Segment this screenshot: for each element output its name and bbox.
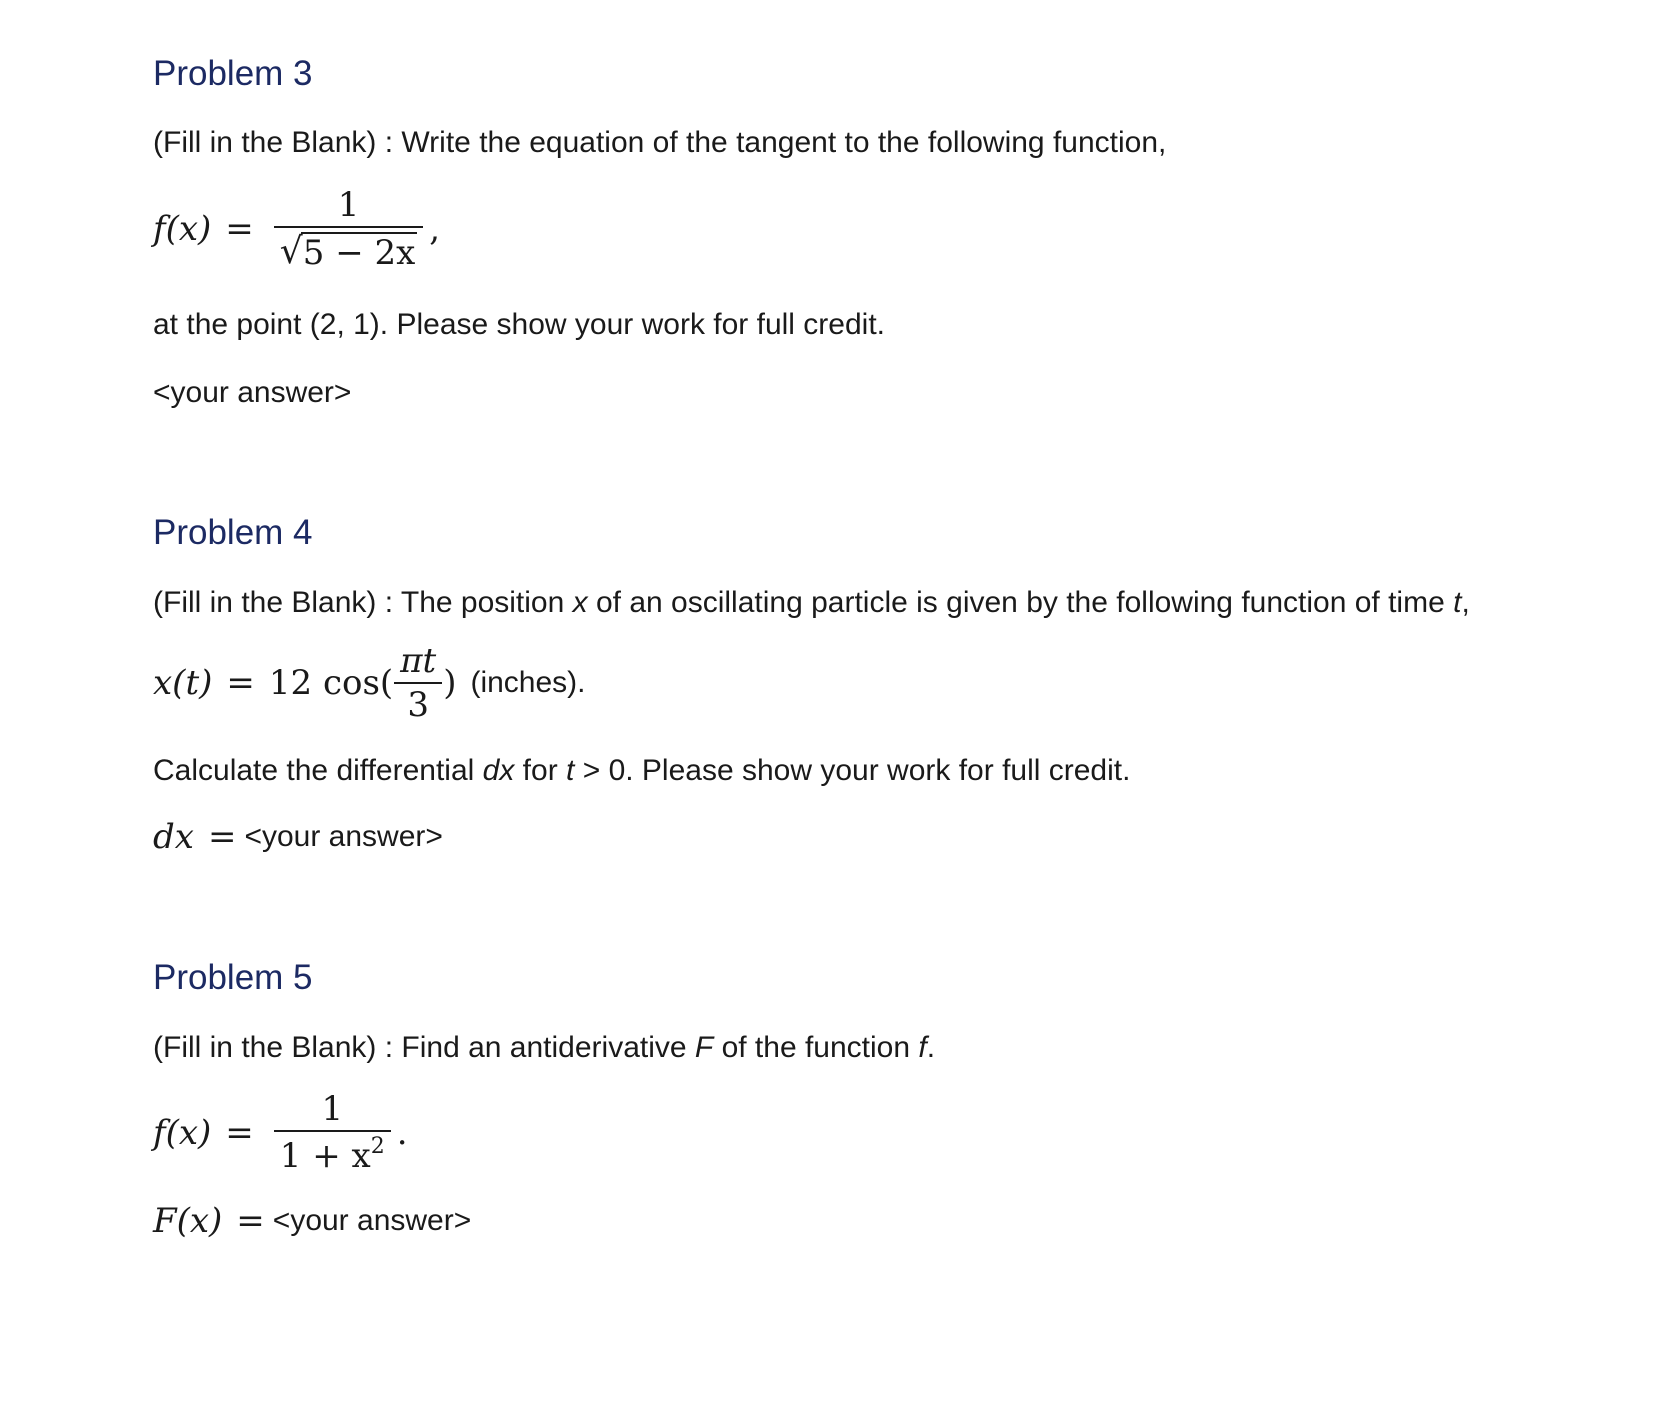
fraction-denominator (274, 228, 424, 273)
instruction-text: for (514, 754, 567, 787)
fraction (274, 185, 424, 273)
problem-4-answer-line (153, 817, 443, 857)
problem-4-title: Problem 4 (153, 513, 313, 552)
problem-4-answer-field[interactable]: <your answer> (244, 820, 443, 853)
prompt-text: (Fill in the Blank) : The position (153, 586, 573, 619)
equation-lhs: f(x) (153, 1112, 212, 1153)
prompt-text: . (926, 1031, 936, 1064)
problem-5-answer-field[interactable]: <your answer> (272, 1204, 472, 1237)
denominator-exponent: 2 (370, 1134, 385, 1159)
variable-dx: dx (482, 754, 515, 787)
fraction-denominator: 3 (407, 685, 429, 725)
fraction (394, 641, 442, 725)
radical-sign: √ (279, 231, 303, 272)
equals-sign: = (225, 209, 254, 249)
variable-t: t (1453, 586, 1462, 619)
problem-5-equation (153, 1089, 408, 1176)
prompt-text: , (1461, 586, 1470, 619)
radicand: 5 − 2x (302, 233, 416, 273)
prompt-text: (Fill in the Blank) : Find an antiderivative (153, 1031, 695, 1064)
equals-sign: = (207, 817, 237, 857)
equation-lhs: x(t) (153, 663, 213, 703)
fraction-numerator: 1 (337, 185, 360, 225)
equals-sign: = (236, 1201, 265, 1241)
variable-F: F (694, 1031, 714, 1064)
instruction-text: Calculate the differential (153, 754, 483, 787)
variable-f: f (918, 1031, 927, 1064)
prompt-text: of an oscillating particle is given by the following function of time (587, 586, 1454, 619)
equals-sign: = (226, 663, 255, 703)
denominator-base: 1 + x (279, 1136, 371, 1176)
problem-5-prompt (153, 1033, 935, 1063)
problem-5-answer-line (153, 1201, 472, 1241)
fraction-numerator: 1 (321, 1089, 344, 1129)
answer-lhs: F(x) (153, 1201, 223, 1241)
instruction-text: > 0. Please show your work for full credit. (574, 754, 1131, 787)
problem-4-prompt (153, 588, 1470, 618)
equation-coefficient: 12 cos( (268, 663, 394, 703)
fraction-numerator: πt (400, 641, 437, 681)
variable-t: t (566, 754, 575, 787)
problem-3-answer-field[interactable]: <your answer> (153, 376, 352, 409)
equation-trailing-comma: , (429, 209, 441, 249)
equation-close-paren: ) (443, 663, 457, 703)
equals-sign: = (225, 1112, 254, 1153)
problem-4-instructions (153, 756, 1130, 786)
answer-lhs: dx (153, 817, 194, 857)
problem-5-title: Problem 5 (153, 958, 313, 997)
prompt-text: of the function (713, 1031, 919, 1064)
problem-3-equation (153, 185, 441, 273)
fraction-denominator (274, 1132, 391, 1176)
fraction (274, 1089, 391, 1176)
problem-3-prompt: (Fill in the Blank) : Write the equation of the tangent to the following function, (153, 126, 1167, 159)
equation-trailing-period: . (396, 1112, 408, 1153)
problem-3-title: Problem 3 (153, 54, 313, 93)
square-root (279, 231, 418, 273)
equation-unit: (inches). (470, 666, 586, 699)
variable-x: x (572, 586, 588, 619)
equation-lhs: f(x) (153, 209, 212, 249)
problem-4-equation (153, 641, 586, 725)
problem-3-instructions: at the point (2, 1). Please show your work for full credit. (153, 308, 885, 341)
